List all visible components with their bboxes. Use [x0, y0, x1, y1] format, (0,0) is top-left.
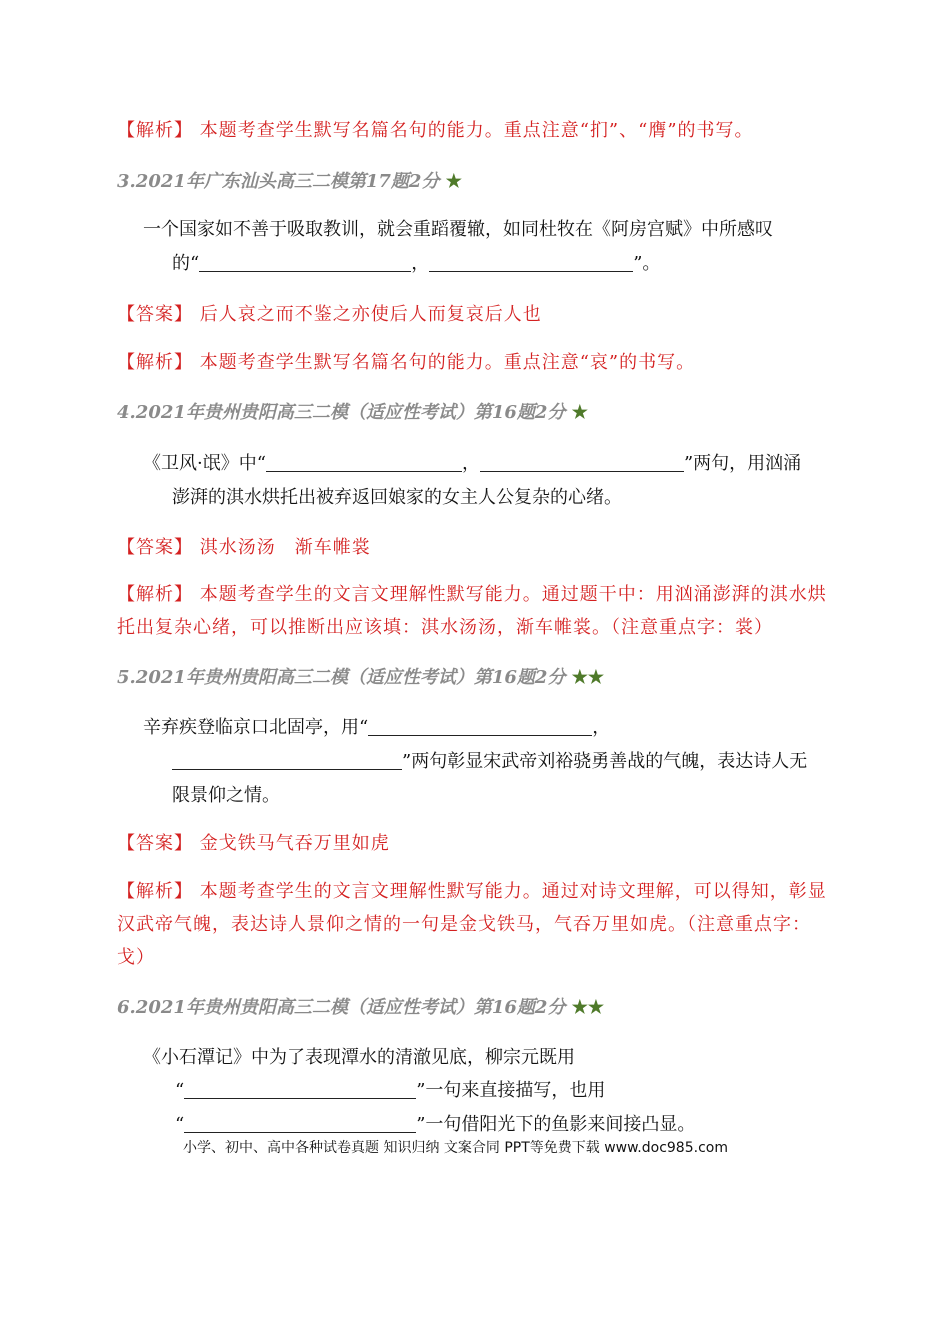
- q3-analysis: [117, 348, 695, 374]
- q5-header-text: 5.2021年贵州贵阳高三二模（适应性考试）第16题2分: [117, 667, 566, 688]
- analysis-tag: 【解析】: [117, 584, 193, 605]
- answer-tag: 【答案】: [117, 833, 193, 854]
- q4-question-line1: 《卫风·氓》中“ ， ”两句，用汹涌: [143, 453, 802, 474]
- q5-answer-text: 金戈铁马气吞万里如虎: [199, 833, 390, 854]
- q6-question-line1: 《小石潭记》中为了表现潭水的清澈见底，柳宗元既用: [143, 1047, 575, 1068]
- q2-analysis-text: 本题考查学生默写名篇名句的能力。重点注意“扪”、“膺”的书写。: [199, 120, 754, 141]
- q5-header: [117, 663, 604, 689]
- answer-blank[interactable]: [429, 253, 633, 272]
- star-icon: ★★: [571, 997, 605, 1018]
- q4-header-text: 4.2021年贵州贵阳高三二模（适应性考试）第16题2分: [117, 402, 566, 423]
- analysis-tag: 【解析】: [117, 352, 193, 373]
- q4-header: [117, 398, 588, 424]
- answer-tag: 【答案】: [117, 537, 193, 558]
- analysis-tag: 【解析】: [117, 881, 193, 902]
- q3-header: [117, 167, 462, 193]
- answer-blank[interactable]: [480, 453, 684, 472]
- page-footer[interactable]: 小学、初中、高中各种试卷真题 知识归纳 文案合同 PPT等免费下载 www.doc985.com: [183, 1140, 728, 1156]
- q5-answer: [117, 829, 390, 855]
- q3-question-line1: 一个国家如不善于吸取教训，就会重蹈覆辙，如同杜牧在《阿房宫赋》中所感叹: [143, 219, 773, 240]
- q4-question-line2: 澎湃的淇水烘托出被弃返回娘家的女主人公复杂的心绪。: [172, 487, 622, 508]
- q3-question-line2: 的“ ， ”。: [172, 253, 661, 274]
- answer-blank[interactable]: [184, 1114, 416, 1133]
- q4-answer-text: 淇水汤汤 渐车帷裳: [199, 537, 371, 558]
- q2-analysis: [117, 116, 754, 142]
- q5-question-line3: 限景仰之情。: [172, 785, 280, 806]
- q5-analysis-line1: 【解析】 本题考查学生的文言文理解性默写能力。通过对诗文理解，可以得知，彰显: [117, 881, 827, 902]
- star-icon: ★★: [571, 667, 605, 688]
- star-icon: ★: [445, 171, 462, 192]
- q3-header-text: 3.2021年广东汕头高三二模第17题2分: [117, 171, 440, 192]
- analysis-tag: 【解析】: [117, 120, 193, 141]
- q6-question-line3: “ ”一句借阳光下的鱼影来间接凸显。: [175, 1114, 696, 1135]
- answer-blank[interactable]: [368, 717, 592, 736]
- star-icon: ★: [571, 402, 588, 423]
- answer-blank[interactable]: [266, 453, 462, 472]
- q4-analysis-line2: 托出复杂心绪，可以推断出应该填：淇水汤汤，渐车帷裳。（注意重点字：裳）: [117, 617, 773, 638]
- q6-question-line2: “ ”一句来直接描写，也用: [175, 1080, 606, 1101]
- q4-answer: [117, 533, 371, 559]
- q5-question-line1: 辛弃疾登临京口北固亭，用“ ，: [143, 717, 611, 738]
- q5-question-line2: ”两句彰显宋武帝刘裕骁勇善战的气魄，表达诗人无: [172, 747, 807, 773]
- answer-blank[interactable]: [199, 253, 411, 272]
- q6-header: [117, 993, 604, 1019]
- q5-analysis-line3: 戈）: [117, 947, 155, 968]
- q5-analysis-line2: 汉武帝气魄，表达诗人景仰之情的一句是金戈铁马，气吞万里如虎。（注意重点字：: [117, 914, 811, 935]
- q3-answer: [117, 300, 542, 326]
- q3-answer-text: 后人哀之而不鉴之亦使后人而复哀后人也: [199, 304, 542, 325]
- q4-analysis-line1: 【解析】 本题考查学生的文言文理解性默写能力。通过题干中：用汹涌澎湃的淇水烘: [117, 584, 827, 605]
- q3-analysis-text: 本题考查学生默写名篇名句的能力。重点注意“哀”的书写。: [199, 352, 696, 373]
- q6-header-text: 6.2021年贵州贵阳高三二模（适应性考试）第16题2分: [117, 997, 566, 1018]
- answer-blank[interactable]: [184, 1080, 416, 1099]
- answer-tag: 【答案】: [117, 304, 193, 325]
- answer-blank[interactable]: [172, 751, 402, 770]
